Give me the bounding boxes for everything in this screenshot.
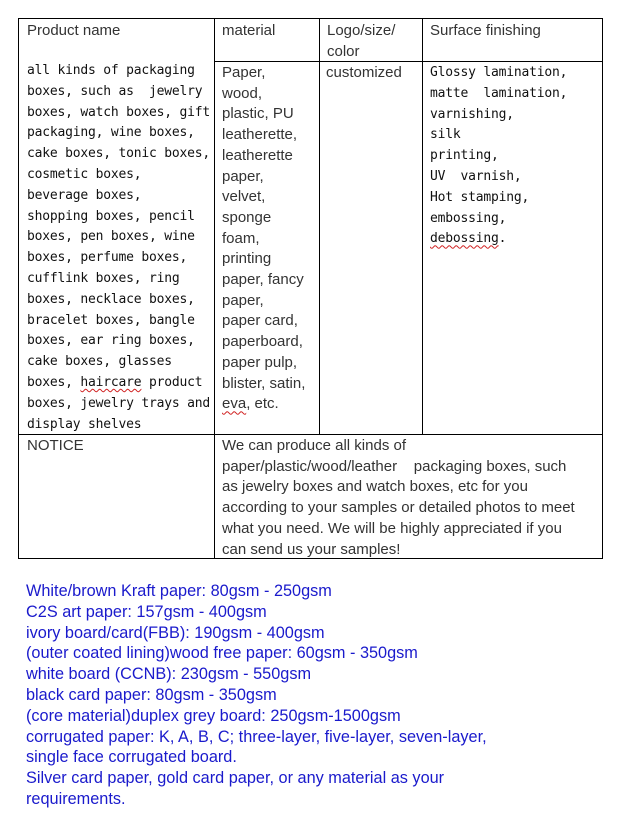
material-line: velvet,	[222, 188, 266, 206]
spec-line: white board (CCNB): 230gsm - 550gsm	[26, 665, 312, 684]
col-divider-1	[214, 19, 215, 558]
surface-line: UV varnish,	[430, 168, 522, 184]
material-line: paper,	[222, 167, 264, 185]
notice-line: according to your samples or detailed photos to meet	[222, 499, 575, 517]
material-line: Paper,	[222, 64, 266, 81]
header-logo-size-color	[327, 21, 395, 62]
product-name-line: boxes, perfume boxes,	[27, 250, 188, 266]
material-line: paper, fancy	[222, 271, 304, 289]
haircare-rest: product	[141, 374, 203, 390]
material-line: leatherette,	[222, 126, 298, 144]
spec-line: ivory board/card(FBB): 190gsm - 400gsm	[26, 623, 325, 642]
product-name-line: boxes, ear ring boxes,	[27, 333, 195, 349]
spec-line: C2S art paper: 157gsm - 400gsm	[26, 602, 267, 621]
product-name-line: boxes, necklace boxes,	[27, 291, 195, 307]
notice-line: as jewelry boxes and watch boxes, etc for you	[222, 478, 528, 496]
spellcheck-word-debossing: debossing	[430, 231, 499, 247]
product-name-line: cosmetic boxes,	[27, 166, 142, 182]
product-name-line: packaging, wine boxes,	[27, 125, 195, 141]
product-name-line: cufflink boxes, ring	[27, 270, 180, 286]
material-line: foam,	[222, 229, 260, 247]
spellcheck-word-eva: eva	[222, 395, 247, 413]
notice-line: We can produce all kinds of	[222, 437, 406, 454]
product-name-line: cake boxes, glasses	[27, 354, 172, 370]
material-cell	[222, 63, 305, 415]
material-line: paper pulp,	[222, 353, 298, 371]
notice-label: NOTICE	[27, 437, 84, 454]
product-spec-table	[18, 18, 603, 559]
product-name-line: boxes, pen boxes, wine	[27, 229, 195, 245]
material-line: printing	[222, 250, 272, 268]
surface-line: Hot stamping,	[430, 189, 530, 205]
header-product-name: Product name	[27, 22, 121, 39]
notice-line: paper/plastic/wood/leather packaging boxes, such	[222, 457, 567, 475]
col-divider-3	[422, 19, 423, 434]
surface-last-rest: .	[498, 231, 507, 247]
surface-line: embossing,	[430, 210, 507, 226]
product-name-line: beverage boxes,	[27, 187, 142, 203]
material-line: wood,	[222, 84, 263, 102]
material-line: leatherette	[222, 146, 293, 164]
surface-line-last	[430, 229, 567, 250]
material-line: blister, satin,	[222, 374, 306, 392]
spec-line: (outer coated lining)wood free paper: 60gsm - 350gsm	[26, 644, 418, 663]
product-name-line: display shelves	[27, 416, 142, 432]
logo-size-color-cell: customized	[326, 64, 402, 81]
product-name-line: all kinds of packaging	[27, 63, 195, 78]
product-name-cell	[27, 61, 210, 435]
notice-line: what you need. We will be highly appreciated if you	[222, 519, 562, 537]
product-name-line: shopping boxes, pencil	[27, 208, 195, 224]
header-logo-line2: color	[327, 42, 360, 60]
header-row-divider	[214, 61, 602, 62]
surface-finishing-cell	[430, 63, 567, 250]
material-line: paper,	[222, 291, 264, 309]
material-line: plastic, PU	[222, 105, 294, 123]
spec-line: black card paper: 80gsm - 350gsm	[26, 685, 277, 704]
boxes-prefix: boxes,	[27, 374, 81, 390]
spec-line: corrugated paper: K, A, B, C; three-layer, five-layer, seven-layer,	[26, 727, 487, 746]
material-line-last	[222, 394, 305, 415]
spec-line: (core material)duplex grey board: 250gsm-1500gsm	[26, 706, 401, 725]
surface-line: Glossy lamination,	[430, 65, 568, 80]
product-name-line: cake boxes, tonic boxes,	[27, 146, 211, 162]
product-name-line: boxes, jewelry trays and	[27, 395, 211, 411]
material-specs-list	[26, 581, 616, 810]
surface-line: matte lamination,	[430, 85, 568, 101]
surface-line: printing,	[430, 148, 499, 164]
product-name-line: boxes, such as jewelry	[27, 83, 203, 99]
spellcheck-word-haircare: haircare	[80, 374, 142, 390]
material-line: paperboard,	[222, 333, 303, 351]
material-last-rest: , etc.	[246, 395, 279, 413]
material-line: sponge	[222, 208, 272, 226]
product-name-line: bracelet boxes, bangle	[27, 312, 195, 328]
spec-line: White/brown Kraft paper: 80gsm - 250gsm	[26, 582, 332, 600]
spec-line: single face corrugated board.	[26, 748, 237, 767]
notice-line: can send us your samples!	[222, 540, 401, 558]
header-material: material	[222, 22, 276, 39]
product-name-line-haircare	[27, 373, 210, 394]
header-logo-line1: Logo/size/	[327, 22, 396, 39]
surface-line: varnishing,	[430, 106, 514, 122]
spec-line: requirements.	[26, 789, 126, 808]
col-divider-2	[319, 19, 320, 434]
product-name-line: boxes, watch boxes, gift	[27, 104, 211, 120]
material-line: paper card,	[222, 312, 298, 330]
notice-text	[222, 436, 575, 560]
spec-line: Silver card paper, gold card paper, or any material as your	[26, 769, 445, 788]
header-surface-finishing: Surface finishing	[430, 22, 541, 39]
surface-line: silk	[430, 127, 461, 143]
